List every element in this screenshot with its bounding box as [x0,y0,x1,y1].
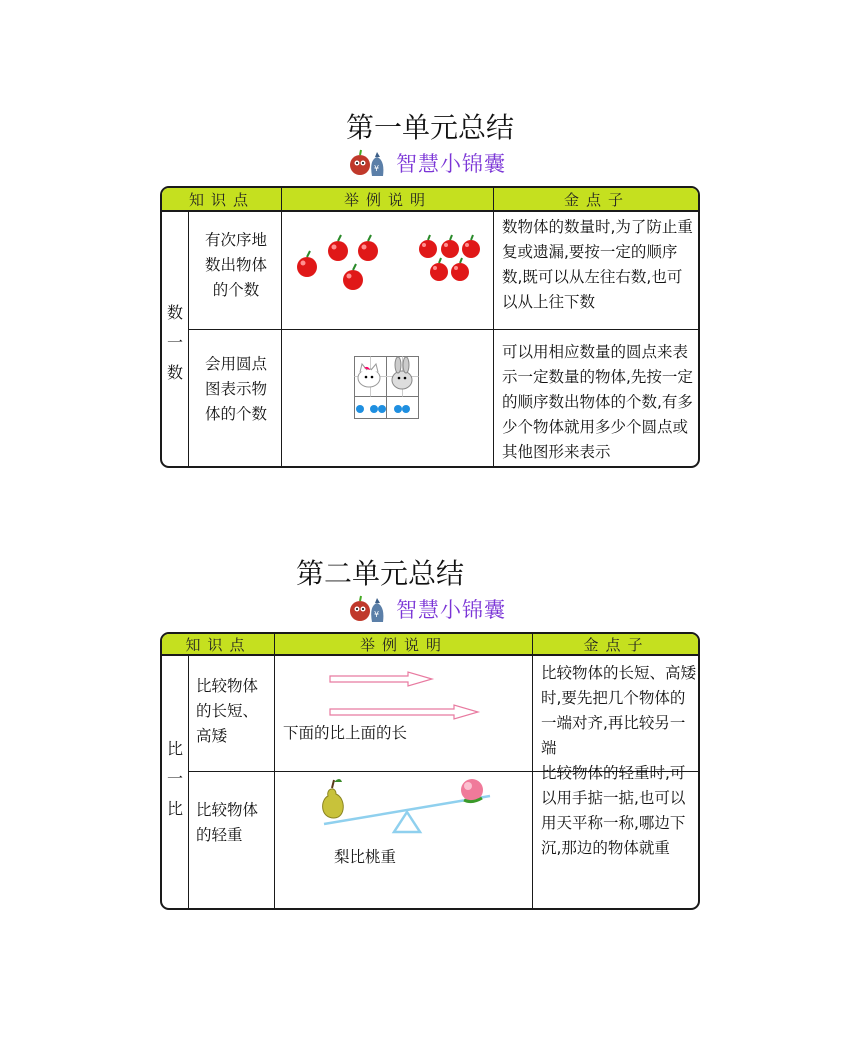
svg-text:¥: ¥ [374,610,380,619]
pear-icon [323,779,344,818]
header-knowledge: 知识点 [185,635,252,654]
unit2-row2-point: 比较物体的轻重 [196,801,259,844]
peach-icon [461,779,483,802]
unit2-title: 第二单元总结 [295,557,464,590]
unit1-title: 第一单元总结 [345,111,514,144]
header-tip: 金点子 [563,190,630,209]
apple-icon [451,258,469,281]
unit1-row1-tip: 数物体的数量时,为了防止重复或遗漏,要按一定的顺序数,既可以从左往右数,也可以从上往下数 [502,218,693,311]
apple-icon [441,235,459,258]
svg-text:¥: ¥ [374,164,380,173]
unit2-row1-point: 比较物体的长短、高矮 [196,677,259,745]
dot [370,405,378,413]
unit2-row2-tip: 比较物体的轻重时,可以用手掂一掂,也可以用天平称一称,哪边下沉,那边的物体就重 [541,764,686,857]
header-example: 举例说明 [343,190,432,209]
unit2-subtitle-row [348,592,506,626]
unit1-table-header [162,188,698,212]
dot [402,405,410,413]
unit2-row1-tip: 比较物体的长短、高矮时,要先把几个物体的一端对齐,再比较另一端 [541,664,697,757]
apple-icon [343,264,363,290]
balance-fulcrum-icon [394,812,420,832]
header-example: 举例说明 [359,635,448,654]
apple-icon [328,235,348,261]
unit2-row1-example: 下面的比上面的长 [283,724,408,742]
arrows-illustration [282,664,532,734]
unit2-table-header [162,634,698,656]
unit1-row2-point: 会用圆点图表示物体的个数 [204,355,267,423]
header-knowledge: 知识点 [188,190,255,209]
balance-illustration [312,774,512,864]
apple-icon [419,235,437,258]
mascot-icon [348,592,390,626]
dot [356,405,364,413]
unit2-category: 比 一 比 [166,739,183,818]
unit1-row2-tip: 可以用相应数量的圆点来表示一定数量的物体,先按一定的顺序数出物体的个数,有多少个物体就用多少个圆点或其他图形来表示 [502,343,693,461]
short-arrow-icon [330,672,432,686]
unit2-row2-example: 梨比桃重 [334,848,397,866]
dot [378,405,386,413]
mascot-icon [348,146,390,180]
unit1-category: 数 一 数 [166,303,183,382]
unit1-subtitle: 智慧小锦囊 [396,152,506,176]
unit2-table [160,632,700,910]
unit1-subtitle-row [348,146,506,180]
apple-icon [358,235,378,261]
apple-icon [462,235,480,258]
apple-icon [430,258,448,281]
dot [394,405,402,413]
unit1-table [160,186,700,468]
unit1-row1-point: 有次序地数出物体的个数 [204,231,267,299]
apple-icon [297,251,317,277]
dot-chart-illustration [354,356,420,420]
unit2-subtitle: 智慧小锦囊 [396,598,506,622]
long-arrow-icon [330,705,478,719]
header-tip: 金点子 [583,635,650,654]
apples-illustration [282,211,494,329]
